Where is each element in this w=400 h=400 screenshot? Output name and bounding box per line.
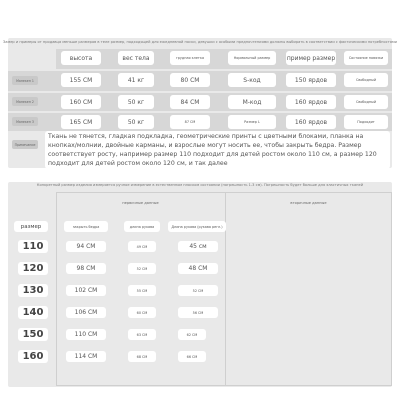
row1-sample-size: 150 ярдов: [286, 73, 336, 87]
top-note: Замер и примеры от продавца меньше размеров в теле размер, подходящей для ежедневной носки, девушки с особыми предпочтениями должны выбирать в соответствии с фактическими потребностями: [2, 40, 398, 44]
header-normal-size: Нормальный размер: [228, 51, 276, 65]
sleeve-160: 68 СМ: [128, 351, 156, 362]
header-weight: вес тела: [118, 51, 154, 65]
size-110: 110: [18, 240, 48, 253]
row3-height: 165 СМ: [61, 115, 101, 129]
row3-chest: 87 СМ: [170, 115, 210, 129]
top-header-band: [56, 49, 392, 69]
raglan-150: 62 СМ: [178, 329, 206, 340]
size-header: размер: [14, 221, 48, 232]
header-fit: Состояние повязки: [344, 51, 388, 65]
sleeve-120: 52 СМ: [128, 263, 156, 274]
row-label: Манекен 3: [12, 117, 38, 126]
row1-chest: 80 СМ: [170, 73, 210, 87]
col-header-hip: закрыть бедра: [64, 221, 108, 232]
raglan-120: 48 СМ: [178, 263, 218, 274]
row1-normal-size: S-код: [228, 73, 276, 87]
row1-fit: Свободный: [344, 73, 388, 87]
hip-150: 110 СМ: [66, 329, 106, 340]
row2-chest: 84 СМ: [170, 95, 210, 109]
raglan-110: 45 см: [178, 241, 218, 252]
hip-160: 114 СМ: [66, 351, 106, 362]
sleeve-140: 60 СМ: [128, 307, 156, 318]
row2-normal-size: М-код: [228, 95, 276, 109]
row3-normal-size: Размер L: [228, 115, 276, 129]
raglan-130: 52 СМ: [178, 285, 218, 296]
raglan-160: 66 СМ: [178, 351, 206, 362]
size-150: 150: [18, 328, 48, 341]
size-130: 130: [18, 284, 48, 297]
raglan-140: 56 СМ: [178, 307, 218, 318]
size-140: 140: [18, 306, 48, 319]
sleeve-150: 63 СМ: [128, 329, 156, 340]
row3-sample-size: 160 ярдов: [286, 115, 336, 129]
group-primary-title: первичные данные: [122, 201, 159, 205]
row1-height: 155 СМ: [61, 73, 101, 87]
header-height: высота: [61, 51, 101, 65]
row2-sample-size: 160 ярдов: [286, 95, 336, 109]
sleeve-130: 55 СМ: [128, 285, 156, 296]
header-sample-size: пример размер: [286, 51, 336, 65]
hip-140: 106 СМ: [66, 307, 106, 318]
size-120: 120: [18, 262, 48, 275]
group-secondary-title: вторичные данные: [290, 201, 327, 205]
col-header-raglan-sleeve: Длина рукава (рукава регл.): [168, 221, 226, 232]
row1-weight: 41 кг: [118, 73, 154, 87]
row-label: Манекен 1: [12, 76, 38, 85]
row3-weight: 50 кг: [118, 115, 154, 129]
bottom-note: Конкретный размер изделия измеряется ручное измерение в естественном плоском состоянии (погрешность 1-3 см). Погрешность будет больше для эластичных тканей: [36, 183, 364, 187]
hip-130: 102 СМ: [66, 285, 106, 296]
size-160: 160: [18, 350, 48, 363]
notes-label: Примечание: [12, 140, 38, 149]
row3-fit: Подходит: [344, 115, 388, 129]
col-header-sleeve: длина рукава: [124, 221, 160, 232]
row-label: Манекен 2: [12, 97, 38, 106]
row2-fit: Свободный: [344, 95, 388, 109]
row2-height: 160 СМ: [61, 95, 101, 109]
notes-text: Ткань не тянется, гладкая подкладка, геометрические принты с цветными блоками, планка на кнопках/молнии, двойные карманы, и взрослые могут носить ее, чтобы закрыть бедра. Размер соответствует росту, например размер 110 подходит для детей ростом около 110 см, а размер 120 подходит для детей ростом около 120 см, и так далее: [45, 131, 390, 169]
row2-weight: 50 кг: [118, 95, 154, 109]
sleeve-110: 49 СМ: [128, 241, 156, 252]
hip-110: 94 СМ: [66, 241, 106, 252]
hip-120: 98 СМ: [66, 263, 106, 274]
header-chest: грудная клетка: [170, 51, 210, 65]
